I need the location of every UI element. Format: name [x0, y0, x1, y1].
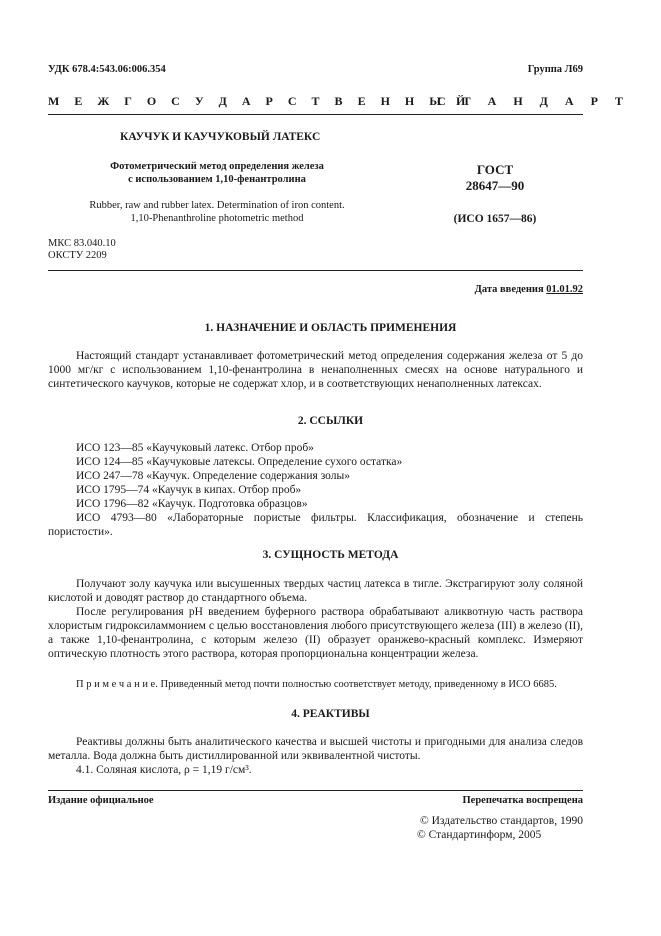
note [76, 679, 557, 690]
reference-item: ИСО 1796—82 «Каучук. Подготовка образцов» [76, 498, 308, 510]
intro-date-value: 01.01.92 [546, 284, 583, 295]
header-rule [48, 114, 583, 115]
mks-code: МКС 83.040.10 [48, 238, 116, 249]
subtitle-ru-2: с использованием 1,10-фенантролина [128, 174, 306, 185]
note-text: Приведенный метод почти полностью соответствует методу, приведенному в ИСО 6685. [160, 679, 557, 690]
section-2-heading: 2. ССЫЛКИ [297, 415, 364, 427]
reagent-item: 4.1. Соляная кислота, ρ = 1,19 г/см³. [76, 764, 252, 776]
okstu-code: ОКСТУ 2209 [48, 250, 107, 261]
reference-item: ИСО 247—78 «Каучук. Определение содержания золы» [76, 470, 350, 482]
copyright-1: © Издательство стандартов, 1990 [419, 815, 583, 827]
group-code: Группа Л69 [527, 64, 583, 75]
banner-left: М Е Ж Г О С У Д А Р С Т В Е Н Н Ы Й [48, 94, 472, 108]
references-list [48, 441, 583, 539]
subtitle-ru-1: Фотометрический метод определения железа [110, 161, 324, 172]
subtitle-en-1: Rubber, raw and rubber latex. Determination of iron content. [89, 200, 345, 211]
section-3-heading: 3. СУЩНОСТЬ МЕТОДА [262, 549, 399, 561]
banner-right: С Т А Н Д А Р Т [437, 94, 630, 108]
reprint-prohibited: Перепечатка воспрещена [462, 795, 583, 806]
gost-number: 28647—90 [465, 178, 525, 193]
section-3-paragraph-1: Получают золу каучука или высушенных твердых частиц латекса в тигле. Экстрагируют золу соляной кислотой и доводят раствор до стандартного объема. [48, 578, 583, 604]
section-4-heading: 4. РЕАКТИВЫ [291, 708, 370, 720]
subtitle-en-2: 1,10-Phenanthroline photometric method [130, 213, 304, 224]
reference-item: ИСО 4793—80 «Лабораторные пористые фильтры. Классификация, обозначение и степень пористости». [48, 512, 583, 538]
footer-rule [48, 790, 583, 791]
doc-title: КАУЧУК И КАУЧУКОВЫЙ ЛАТЕКС [120, 131, 321, 143]
reference-item: ИСО 1795—74 «Каучук в кипах. Отбор проб» [76, 484, 302, 496]
reference-item: ИСО 124—85 «Каучуковые латексы. Определение сухого остатка» [76, 456, 403, 468]
section-4-paragraph: Реактивы должны быть аналитического качества и высшей чистоты и пригодными для анализа следов металла. Вода должна быть дистиллированной или эквивалентной чистоты. [48, 736, 583, 762]
official-edition: Издание официальное [48, 795, 154, 806]
note-label: П р и м е ч а н и е. [76, 679, 158, 690]
section-3-paragraph-2: После регулирования pH введением буферного раствора обрабатывают аликвотную часть раствора хлористым гидроксиламмонием с целью восстановления любого присутствующего железа (III) в железо (II), а также 1,10-фенантролина, с которым железо (II) образует оранжево-красный комплекс. Измеряют оптическую плотность этого раствора, которая пропорциональна концентрации железа. [48, 606, 583, 660]
udk-code: УДК 678.4:543.06:006.354 [48, 64, 166, 75]
copyright-2: © Стандартинформ, 2005 [417, 829, 542, 841]
section-1-text: Настоящий стандарт устанавливает фотометрический метод определения содержания железа от 5 до 1000 мг/кг с использованием 1,10-фенантролина в ненаполненных смесях на основе натурального и синтетического каучуков, которые не содержат хлор, и в соответствующих ненаполненных латексах. [48, 350, 583, 390]
section-1-heading: 1. НАЗНАЧЕНИЕ И ОБЛАСТЬ ПРИМЕНЕНИЯ [204, 322, 457, 334]
gost-label: ГОСТ [476, 162, 514, 177]
iso-number: (ИСО 1657—86) [453, 213, 537, 225]
intro-date [475, 284, 583, 295]
title-rule [48, 270, 583, 271]
reference-item: ИСО 123—85 «Каучуковый латекс. Отбор проб» [76, 442, 314, 454]
intro-date-label: Дата введения [474, 284, 544, 295]
